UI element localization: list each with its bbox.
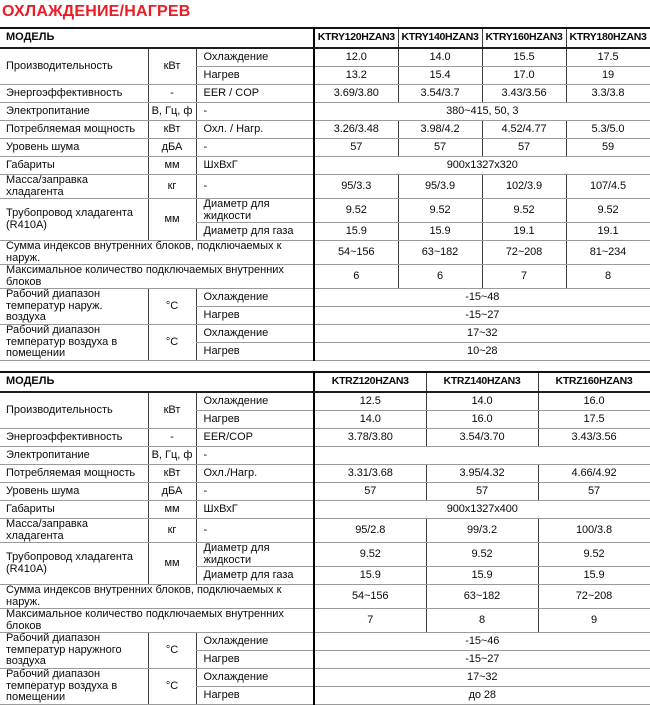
sub-label: - <box>196 519 314 543</box>
row-label: Максимальное количество подключаемых внутренних блоков <box>0 265 314 289</box>
value-cell: 95/3.3 <box>314 175 398 199</box>
value-cell: 19 <box>566 67 650 85</box>
value-cell: 17.5 <box>538 411 650 429</box>
unit-cell: дБА <box>148 139 196 157</box>
table-row <box>0 483 650 501</box>
model-column-header: МОДЕЛЬ <box>0 372 314 392</box>
value-cell: 63~182 <box>426 585 538 609</box>
table-row <box>0 241 650 265</box>
value-cell: 57 <box>482 139 566 157</box>
value-cell: 15.9 <box>314 223 398 241</box>
sub-label: Охлаждение <box>196 392 314 411</box>
value-cell: 3.3/3.8 <box>566 85 650 103</box>
value-cell: 5.3/5.0 <box>566 121 650 139</box>
sub-label: Диаметр для газа <box>196 567 314 585</box>
value-cell: 380~415, 50, 3 <box>314 103 650 121</box>
page-title: ОХЛАЖДЕНИЕ/НАГРЕВ <box>2 3 191 20</box>
value-cell: 3.54/3.7 <box>398 85 482 103</box>
model-name-header: KTRY120HZAN3 <box>314 28 398 48</box>
value-cell: 4.66/4.92 <box>538 465 650 483</box>
value-cell: 12.0 <box>314 48 398 67</box>
unit-cell: кВт <box>148 48 196 85</box>
value-cell: 72~208 <box>538 585 650 609</box>
sub-label: - <box>196 139 314 157</box>
value-cell: 19.1 <box>566 223 650 241</box>
unit-cell: °C <box>148 325 196 361</box>
row-label: Электропитание <box>0 447 148 465</box>
value-cell: 57 <box>398 139 482 157</box>
value-cell: 81~234 <box>566 241 650 265</box>
model-name-header: KTRY140HZAN3 <box>398 28 482 48</box>
unit-cell: мм <box>148 199 196 241</box>
table-row <box>0 289 650 307</box>
value-cell: 900x1327x320 <box>314 157 650 175</box>
value-cell: 3.78/3.80 <box>314 429 426 447</box>
unit-cell: кг <box>148 519 196 543</box>
row-label: Габариты <box>0 157 148 175</box>
row-label: Производительность <box>0 392 148 429</box>
row-label: Рабочий диапазон температур наружного воздуха <box>0 633 148 669</box>
table-row <box>0 501 650 519</box>
value-cell: 54~156 <box>314 585 426 609</box>
value-cell: 15.9 <box>398 223 482 241</box>
value-cell: 16.0 <box>538 392 650 411</box>
table-row <box>0 609 650 633</box>
table-header-row <box>0 372 650 392</box>
value-cell: 102/3.9 <box>482 175 566 199</box>
model-name-header: KTRY180HZAN3 <box>566 28 650 48</box>
value-cell: 3.98/4.2 <box>398 121 482 139</box>
sub-label: Охлаждение <box>196 325 314 343</box>
row-label: Максимальное количество подключаемых внутренних блоков <box>0 609 314 633</box>
value-cell: 14.0 <box>426 392 538 411</box>
spec-table-ktrz <box>0 371 650 705</box>
value-cell: 9.52 <box>314 543 426 567</box>
sub-label: EER/COP <box>196 429 314 447</box>
sub-label: Нагрев <box>196 411 314 429</box>
value-cell: 95/3.9 <box>398 175 482 199</box>
value-cell: 57 <box>426 483 538 501</box>
unit-cell: °C <box>148 289 196 325</box>
value-cell: -15~48 <box>314 289 650 307</box>
sub-label: Диаметр для газа <box>196 223 314 241</box>
unit-cell: - <box>148 429 196 447</box>
table-row <box>0 199 650 223</box>
unit-cell: кВт <box>148 121 196 139</box>
value-cell: -15~27 <box>314 307 650 325</box>
table-row <box>0 85 650 103</box>
sub-label: Нагрев <box>196 651 314 669</box>
model-name-header: KTRZ140HZAN3 <box>426 372 538 392</box>
row-label: Электропитание <box>0 103 148 121</box>
value-cell: 3.69/3.80 <box>314 85 398 103</box>
model-name-header: KTRZ160HZAN3 <box>538 372 650 392</box>
model-column-header: МОДЕЛЬ <box>0 28 314 48</box>
sub-label: Охлаждение <box>196 48 314 67</box>
value-cell: 15.9 <box>426 567 538 585</box>
value-cell: 9.52 <box>426 543 538 567</box>
sub-label: ШхВхГ <box>196 501 314 519</box>
value-cell: 9.52 <box>314 199 398 223</box>
value-cell: -15~27 <box>314 651 650 669</box>
value-cell: 57 <box>314 483 426 501</box>
spec-table-ktry-body <box>0 28 650 361</box>
value-cell: 9 <box>538 609 650 633</box>
row-label: Сумма индексов внутренних блоков, подключаемых к наруж. <box>0 241 314 265</box>
value-cell: 15.4 <box>398 67 482 85</box>
spec-table-ktrz-body <box>0 372 650 705</box>
unit-cell: - <box>148 85 196 103</box>
table-row <box>0 48 650 67</box>
unit-cell: мм <box>148 157 196 175</box>
value-cell: 14.0 <box>314 411 426 429</box>
value-cell: 100/3.8 <box>538 519 650 543</box>
row-label: Уровень шума <box>0 483 148 501</box>
row-label: Масса/заправка хладагента <box>0 519 148 543</box>
sub-label: Нагрев <box>196 307 314 325</box>
value-cell: 17~32 <box>314 325 650 343</box>
sub-label: Нагрев <box>196 687 314 705</box>
unit-cell: мм <box>148 543 196 585</box>
row-label: Энергоэффективность <box>0 429 148 447</box>
table-row <box>0 633 650 651</box>
row-label: Трубопровод хладагента (R410A) <box>0 199 148 241</box>
model-name-header: KTRZ120HZAN3 <box>314 372 426 392</box>
table-row <box>0 429 650 447</box>
value-cell: 59 <box>566 139 650 157</box>
value-cell: 8 <box>566 265 650 289</box>
value-cell: 95/2.8 <box>314 519 426 543</box>
value-cell <box>314 447 650 465</box>
sub-label: - <box>196 447 314 465</box>
value-cell: 17.5 <box>566 48 650 67</box>
value-cell: 19.1 <box>482 223 566 241</box>
value-cell: 8 <box>426 609 538 633</box>
value-cell: 3.43/3.56 <box>538 429 650 447</box>
unit-cell: кВт <box>148 392 196 429</box>
value-cell: 12.5 <box>314 392 426 411</box>
sub-label: Охл./Нагр. <box>196 465 314 483</box>
sub-label: ШхВхГ <box>196 157 314 175</box>
row-label: Потребляемая мощность <box>0 465 148 483</box>
value-cell: 17.0 <box>482 67 566 85</box>
unit-cell: В, Гц, ф <box>148 103 196 121</box>
sub-label: Нагрев <box>196 343 314 361</box>
table-row <box>0 103 650 121</box>
value-cell: 54~156 <box>314 241 398 265</box>
sub-label: Охлаждение <box>196 633 314 651</box>
sub-label: Диаметр для жидкости <box>196 543 314 567</box>
value-cell: 3.26/3.48 <box>314 121 398 139</box>
value-cell: 4.52/4.77 <box>482 121 566 139</box>
unit-cell: °C <box>148 669 196 705</box>
row-label: Рабочий диапазон температур наруж. воздуха <box>0 289 148 325</box>
value-cell: 9.52 <box>398 199 482 223</box>
unit-cell: дБА <box>148 483 196 501</box>
model-name-header: KTRY160HZAN3 <box>482 28 566 48</box>
table-row <box>0 121 650 139</box>
unit-cell: кг <box>148 175 196 199</box>
value-cell: 3.54/3.70 <box>426 429 538 447</box>
table-header-row <box>0 28 650 48</box>
row-label: Уровень шума <box>0 139 148 157</box>
sub-label: Охлаждение <box>196 289 314 307</box>
value-cell: 15.9 <box>314 567 426 585</box>
table-row <box>0 447 650 465</box>
sub-label: - <box>196 175 314 199</box>
value-cell: 7 <box>314 609 426 633</box>
spec-table-ktry <box>0 27 650 361</box>
sub-label: Диаметр для жидкости <box>196 199 314 223</box>
table-row <box>0 175 650 199</box>
row-label: Масса/заправка хладагента <box>0 175 148 199</box>
table-row <box>0 585 650 609</box>
value-cell: 13.2 <box>314 67 398 85</box>
sub-label: Охл. / Нагр. <box>196 121 314 139</box>
value-cell: 900x1327x400 <box>314 501 650 519</box>
value-cell: 57 <box>314 139 398 157</box>
table-row <box>0 519 650 543</box>
sub-label: Охлаждение <box>196 669 314 687</box>
table-row <box>0 265 650 289</box>
unit-cell: В, Гц, ф <box>148 447 196 465</box>
table-row <box>0 543 650 567</box>
table-row <box>0 392 650 411</box>
sub-label: Нагрев <box>196 67 314 85</box>
value-cell: 3.31/3.68 <box>314 465 426 483</box>
table-row <box>0 139 650 157</box>
unit-cell: °C <box>148 633 196 669</box>
row-label: Рабочий диапазон температур воздуха в помещении <box>0 669 148 705</box>
value-cell: 57 <box>538 483 650 501</box>
table-row <box>0 157 650 175</box>
value-cell: до 28 <box>314 687 650 705</box>
value-cell: 15.9 <box>538 567 650 585</box>
unit-cell: кВт <box>148 465 196 483</box>
sub-label: - <box>196 483 314 501</box>
value-cell: 14.0 <box>398 48 482 67</box>
value-cell: 63~182 <box>398 241 482 265</box>
unit-cell: мм <box>148 501 196 519</box>
value-cell: 10~28 <box>314 343 650 361</box>
sub-label: - <box>196 103 314 121</box>
row-label: Сумма индексов внутренних блоков, подключаемых к наруж. <box>0 585 314 609</box>
value-cell: -15~46 <box>314 633 650 651</box>
table-row <box>0 325 650 343</box>
value-cell: 6 <box>398 265 482 289</box>
row-label: Потребляемая мощность <box>0 121 148 139</box>
row-label: Производительность <box>0 48 148 85</box>
value-cell: 3.95/4.32 <box>426 465 538 483</box>
value-cell: 6 <box>314 265 398 289</box>
value-cell: 9.52 <box>482 199 566 223</box>
table-row <box>0 669 650 687</box>
value-cell: 9.52 <box>538 543 650 567</box>
table-row <box>0 465 650 483</box>
row-label: Рабочий диапазон температур воздуха в помещении <box>0 325 148 361</box>
value-cell: 3.43/3.56 <box>482 85 566 103</box>
value-cell: 99/3.2 <box>426 519 538 543</box>
row-label: Трубопровод хладагента (R410A) <box>0 543 148 585</box>
row-label: Габариты <box>0 501 148 519</box>
value-cell: 15.5 <box>482 48 566 67</box>
value-cell: 9.52 <box>566 199 650 223</box>
value-cell: 107/4.5 <box>566 175 650 199</box>
sub-label: EER / COP <box>196 85 314 103</box>
value-cell: 7 <box>482 265 566 289</box>
row-label: Энергоэффективность <box>0 85 148 103</box>
value-cell: 17~32 <box>314 669 650 687</box>
value-cell: 16.0 <box>426 411 538 429</box>
value-cell: 72~208 <box>482 241 566 265</box>
